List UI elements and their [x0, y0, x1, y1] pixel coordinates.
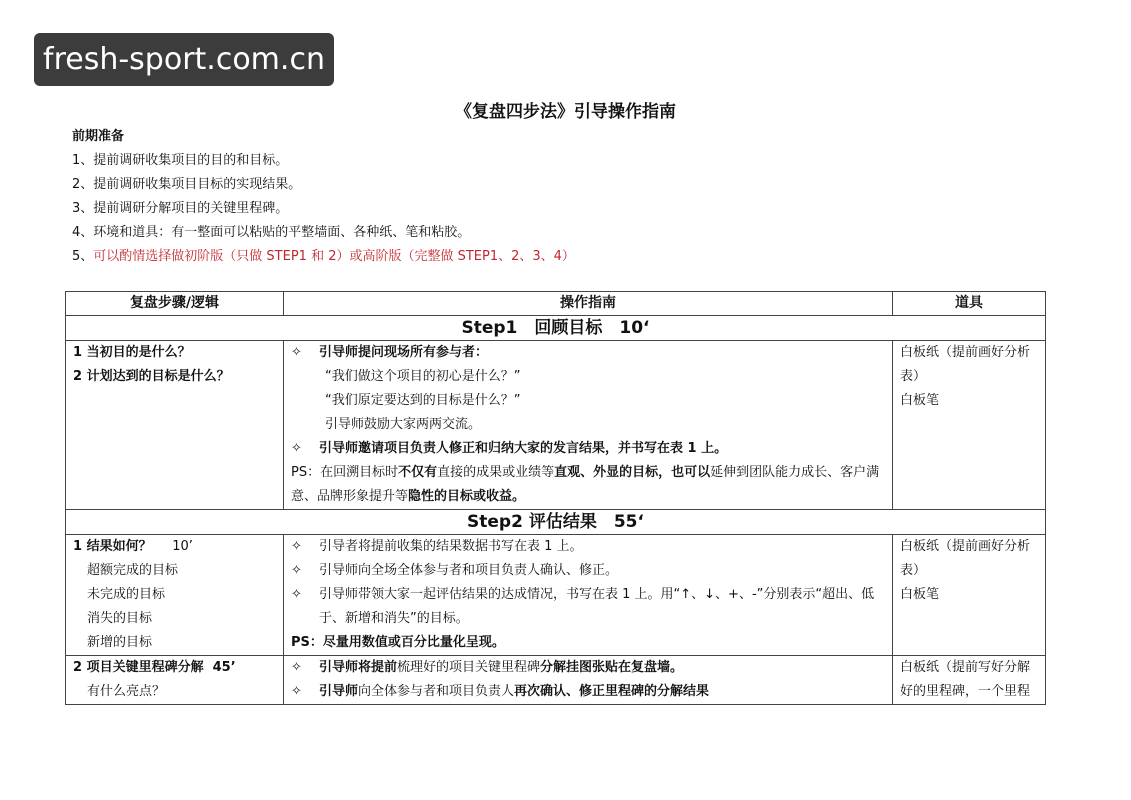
step1-logic-cell — [66, 341, 284, 510]
step2b-guide-cell: ✧ 引导师将提前梳理好的项目关键里程碑分解挂图张贴在复盘墙。 ✧ 引导师向全体参与者和项目负责人再次确认、修正里程碑的分解结果 — [284, 656, 893, 705]
prep-item: 4、环境和道具：有一整面可以粘贴的平整墙面、各种纸、笔和粘胶。 — [72, 225, 471, 240]
logic-subitem: 新增的目标 — [87, 635, 153, 650]
bullet-icon: ✧ — [291, 441, 302, 456]
logic-subitem: 消失的目标 — [87, 611, 153, 626]
column-header: 复盘步骤/逻辑 — [66, 292, 284, 316]
prep-item-red-text: 可以酌情选择做初阶版（只做 STEP1 和 2）或高阶版（完整做 STEP1、2、3、4） — [93, 249, 575, 264]
prep-item — [72, 245, 575, 269]
tool-item: 白板笔 — [900, 587, 940, 602]
bullet-icon: ✧ — [291, 660, 302, 675]
logic-item: 2 计划达到的目标是什么？ — [73, 369, 230, 384]
logic-subitem: 有什么亮点？ — [87, 684, 166, 699]
logic-subitem: 超额完成的目标 — [87, 563, 179, 578]
bullet-icon: ✧ — [291, 539, 302, 554]
step1-tools-cell — [893, 341, 1046, 510]
guide-table — [65, 291, 1046, 705]
tool-item: 白板笔 — [900, 393, 940, 408]
guide-quote: “我们做这个项目的初心是什么？” — [325, 369, 521, 384]
bullet-icon: ✧ — [291, 587, 302, 602]
tool-item: 白板纸（提前画好分析表） — [900, 345, 1031, 384]
logic-time: 10’ — [172, 539, 193, 554]
ps-note: PS：在回溯目标时不仅有直接的成果或业绩等直观、外显的目标，也可以延伸到团队能力成长、客户满意、品牌形象提升等隐性的目标或收益。 — [291, 465, 880, 504]
step1-title: Step1 回顾目标 10‘ — [66, 316, 1046, 341]
step2-logic-cell — [66, 535, 284, 656]
step-title-row — [66, 316, 1046, 341]
table-row — [66, 656, 1046, 705]
column-header: 操作指南 — [284, 292, 893, 316]
guide-item: 引导师带领大家一起评估结果的达成情况，书写在表 1 上。用“↑、↓、+、-”分别表示“超出、低于、新增和消失”的目标。 — [319, 587, 875, 626]
table-row — [66, 535, 1046, 656]
step2-title: Step2 评估结果 55‘ — [66, 510, 1046, 535]
step1-guide-cell — [284, 341, 893, 510]
guide-quote: “我们原定要达到的目标是什么？” — [325, 393, 521, 408]
document-title: 《复盘四步法》引导操作指南 — [455, 102, 676, 122]
tool-item: 白板纸（提前画好分析表） — [900, 539, 1031, 578]
watermark: fresh-sport.com.cn — [34, 33, 334, 86]
prep-item: 1、提前调研收集项目的目的和目标。 — [72, 153, 289, 168]
guide-note: 引导师鼓励大家两两交流。 — [325, 417, 482, 432]
prep-item: 2、提前调研收集项目目标的实现结果。 — [72, 177, 302, 192]
column-header: 道具 — [893, 292, 1046, 316]
guide-item: 引导者将提前收集的结果数据书写在表 1 上。 — [319, 539, 583, 554]
guide-item: 引导师邀请项目负责人修正和归纳大家的发言结果，并书写在表 1 上。 — [319, 441, 728, 456]
guide-item: 引导师提问现场所有参与者： — [319, 345, 489, 360]
prep-heading: 前期准备 — [72, 129, 125, 144]
step2b-tools-cell — [893, 656, 1046, 705]
preparation-section — [72, 125, 575, 269]
bullet-icon: ✧ — [291, 684, 302, 699]
logic-subitem: 未完成的目标 — [87, 587, 166, 602]
logic-time: 45’ — [212, 660, 236, 675]
tool-item: 白板纸（提前写好分解好的里程碑，一个里程 — [900, 660, 1031, 699]
bullet-icon: ✧ — [291, 563, 302, 578]
step2-guide-cell — [284, 535, 893, 656]
logic-item: 1 当初目的是什么？ — [73, 345, 191, 360]
prep-item-number: 5、 — [72, 249, 94, 264]
step-title-row — [66, 510, 1046, 535]
prep-item: 3、提前调研分解项目的关键里程碑。 — [72, 201, 289, 216]
guide-item: 引导师向全场全体参与者和项目负责人确认、修正。 — [319, 563, 619, 578]
logic-item: 2 项目关键里程碑分解 — [73, 660, 204, 675]
table-header-row — [66, 292, 1046, 316]
ps-note: PS：尽量用数值或百分比量化呈现。 — [291, 635, 505, 650]
logic-item: 1 结果如何？ — [73, 539, 152, 554]
step2-tools-cell — [893, 535, 1046, 656]
table-row — [66, 341, 1046, 510]
step2b-logic-cell — [66, 656, 284, 705]
bullet-icon: ✧ — [291, 345, 302, 360]
